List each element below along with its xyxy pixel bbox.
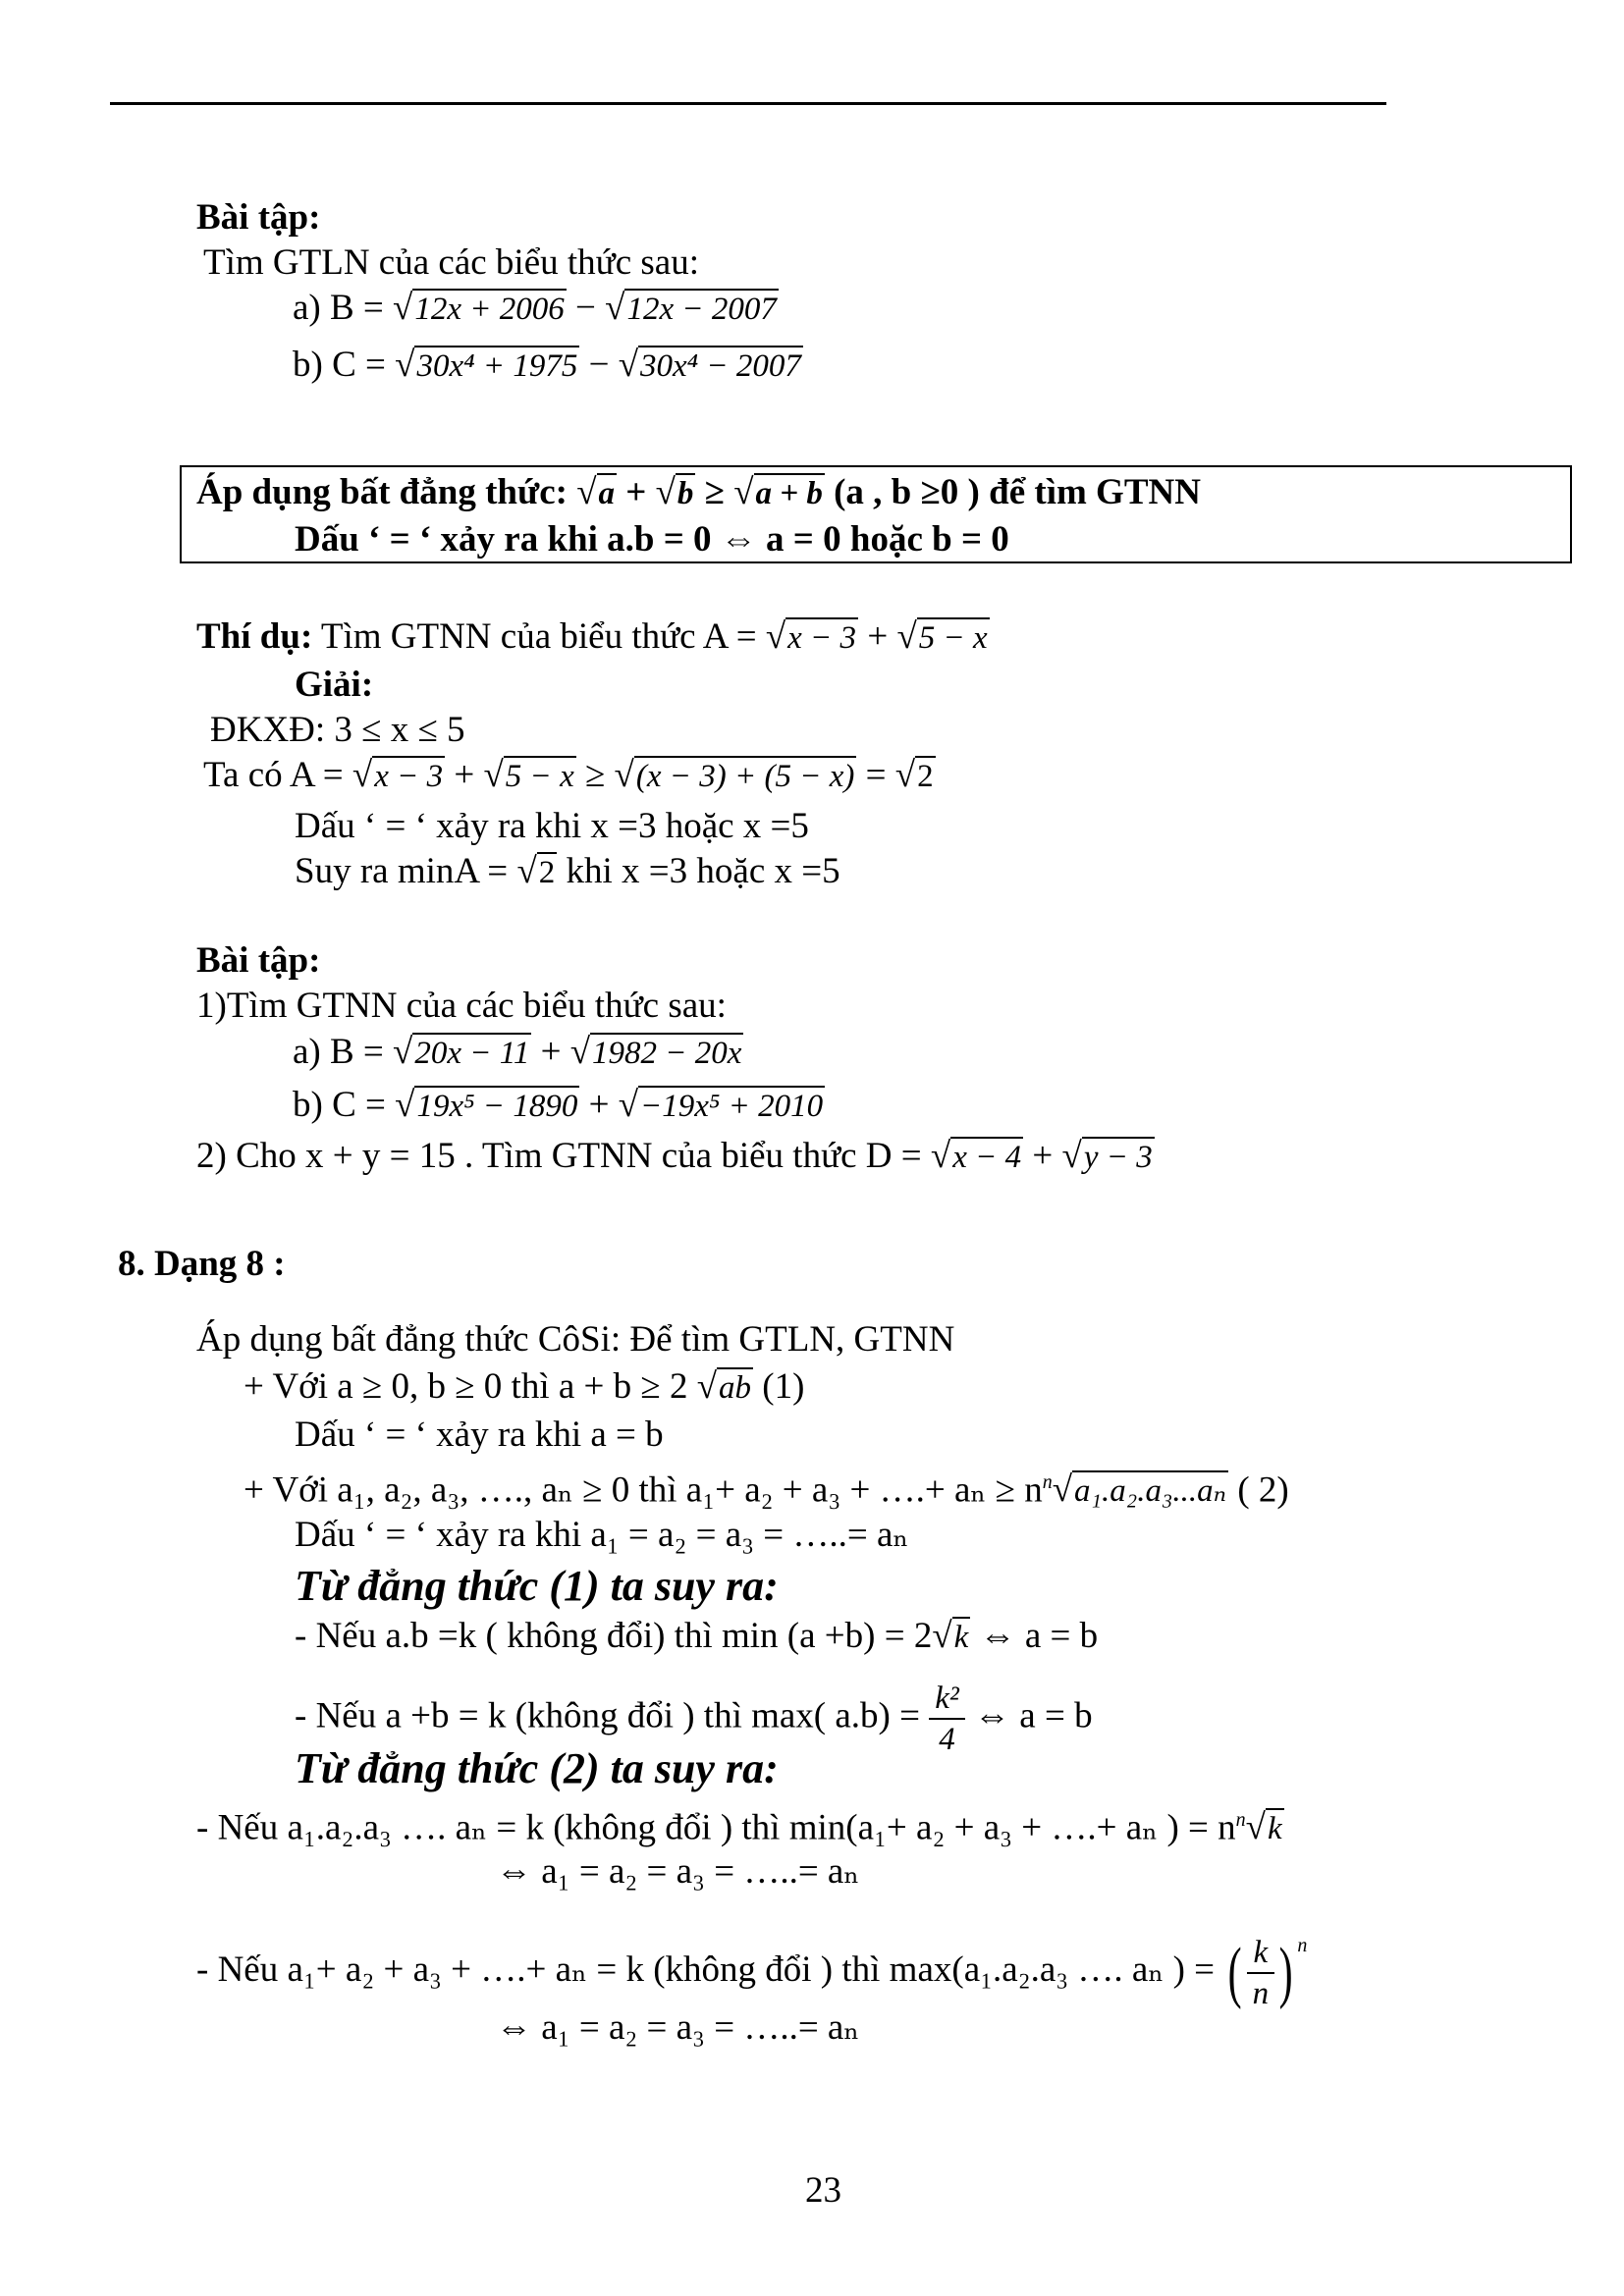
corollary-2b-equality: ⇔ a₁ = a₂ = a₃ = …..= aₙ bbox=[496, 2007, 860, 2048]
corollary-2b: - Nếu a₁+ a₂ + a₃ + ….+ aₙ = k (không đổi ) thì max(a₁.a₂.a₃ …. aₙ ) = ( $\frac{k}{n}$ ) $^n$ bbox=[196, 1934, 1308, 2011]
fraction-k-over-n: $\frac{k}{n}$ bbox=[1247, 1933, 1275, 2013]
exercise-1a: a) B = √12x + 2006 − √12x − 2007 bbox=[293, 288, 777, 328]
theorem-line-1: Áp dụng bất đẳng thức: √a + √b ≥ √a + b (a , b ≥0 ) để tìm GTNN bbox=[196, 472, 1201, 512]
section-8-heading: 8. Dạng 8 : bbox=[118, 1244, 286, 1284]
domain-condition: ĐKXĐ: 3 ≤ x ≤ 5 bbox=[210, 710, 465, 750]
corollary-1a: - Nếu a.b =k ( không đổi) thì min (a +b) = 2√k ⇔ a = b bbox=[295, 1616, 1099, 1656]
fraction-k2-over-4: $\frac{\text{k²}}{4}$ bbox=[929, 1679, 965, 1759]
corollary-2a-equality: ⇔ a₁ = a₂ = a₃ = …..= aₙ bbox=[496, 1851, 860, 1892]
equality-condition: Dấu ‘ = ‘ xảy ra khi x =3 hoặc x =5 bbox=[295, 806, 809, 846]
exercise-2a: a) B = √20x − 11 + √1982 − 20x bbox=[293, 1032, 742, 1072]
corollary-heading-2: Từ đẳng thức (2) ta suy ra: bbox=[295, 1744, 779, 1792]
cosi-two-equality: Dấu ‘ = ‘ xảy ra khi a = b bbox=[295, 1415, 664, 1455]
exercise-2b: b) C = √19x⁵ − 1890 + √−19x⁵ + 2010 bbox=[293, 1085, 824, 1125]
exercise-heading-1: Bài tập: bbox=[196, 197, 321, 238]
theorem-line-2: Dấu ‘ = ‘ xảy ra khi a.b = 0 ⇔ a = 0 hoặc b = 0 bbox=[295, 519, 1009, 560]
exercise-intro-1: Tìm GTLN của các biểu thức sau: bbox=[203, 242, 699, 283]
solution-inequality: Ta có A = √x − 3 + √5 − x ≥ √(x − 3) + (5 − x) = √2 bbox=[203, 755, 934, 795]
cosi-n-equality: Dấu ‘ = ‘ xảy ra khi a₁ = a₂ = a₃ = …..= aₙ bbox=[295, 1515, 909, 1555]
corollary-2a: - Nếu a₁.a₂.a₃ …. aₙ = k (không đổi ) thì min(a₁+ a₂ + a₃ + ….+ aₙ ) = $n^n√k$ bbox=[196, 1807, 1282, 1848]
cosi-n-terms: + Với a₁, a₂, a₃, …., aₙ ≥ 0 thì a₁+ a₂ + a₃ + ….+ $a_n \ge n^n√a_1.a_2.a_3...a_n$ ( 2) bbox=[244, 1469, 1289, 1511]
exercise-1b: b) C = √30x⁴ + 1975 − √30x⁴ − 2007 bbox=[293, 345, 801, 385]
example-line: Thí dụ: Tìm GTNN của biểu thức A = √x − 3 + √5 − x bbox=[196, 616, 988, 657]
cosi-two-terms: + Với a ≥ 0, b ≥ 0 thì a + b ≥ 2 √ab (1) bbox=[244, 1366, 805, 1407]
solution-heading: Giải: bbox=[295, 665, 374, 705]
exercise-heading-2: Bài tập: bbox=[196, 940, 321, 981]
solution-conclusion: Suy ra minA = √2 khi x =3 hoặc x =5 bbox=[295, 851, 840, 891]
corollary-heading-1: Từ đẳng thức (1) ta suy ra: bbox=[295, 1562, 779, 1610]
corollary-1b: - Nếu a +b = k (không đổi ) thì max( a.b) = $\frac{\text{k²}}{4}$ ⇔ a = b bbox=[295, 1681, 1093, 1757]
top-rule bbox=[110, 102, 1386, 105]
exercise-2-q2: 2) Cho x + y = 15 . Tìm GTNN của biểu thức D = √x − 4 + √y − 3 bbox=[196, 1136, 1153, 1176]
cosi-intro: Áp dụng bất đẳng thức CôSi: Để tìm GTLN, GTNN bbox=[196, 1319, 955, 1360]
exercise-intro-2: 1)Tìm GTNN của các biểu thức sau: bbox=[196, 986, 727, 1026]
page-number: 23 bbox=[805, 2170, 841, 2211]
